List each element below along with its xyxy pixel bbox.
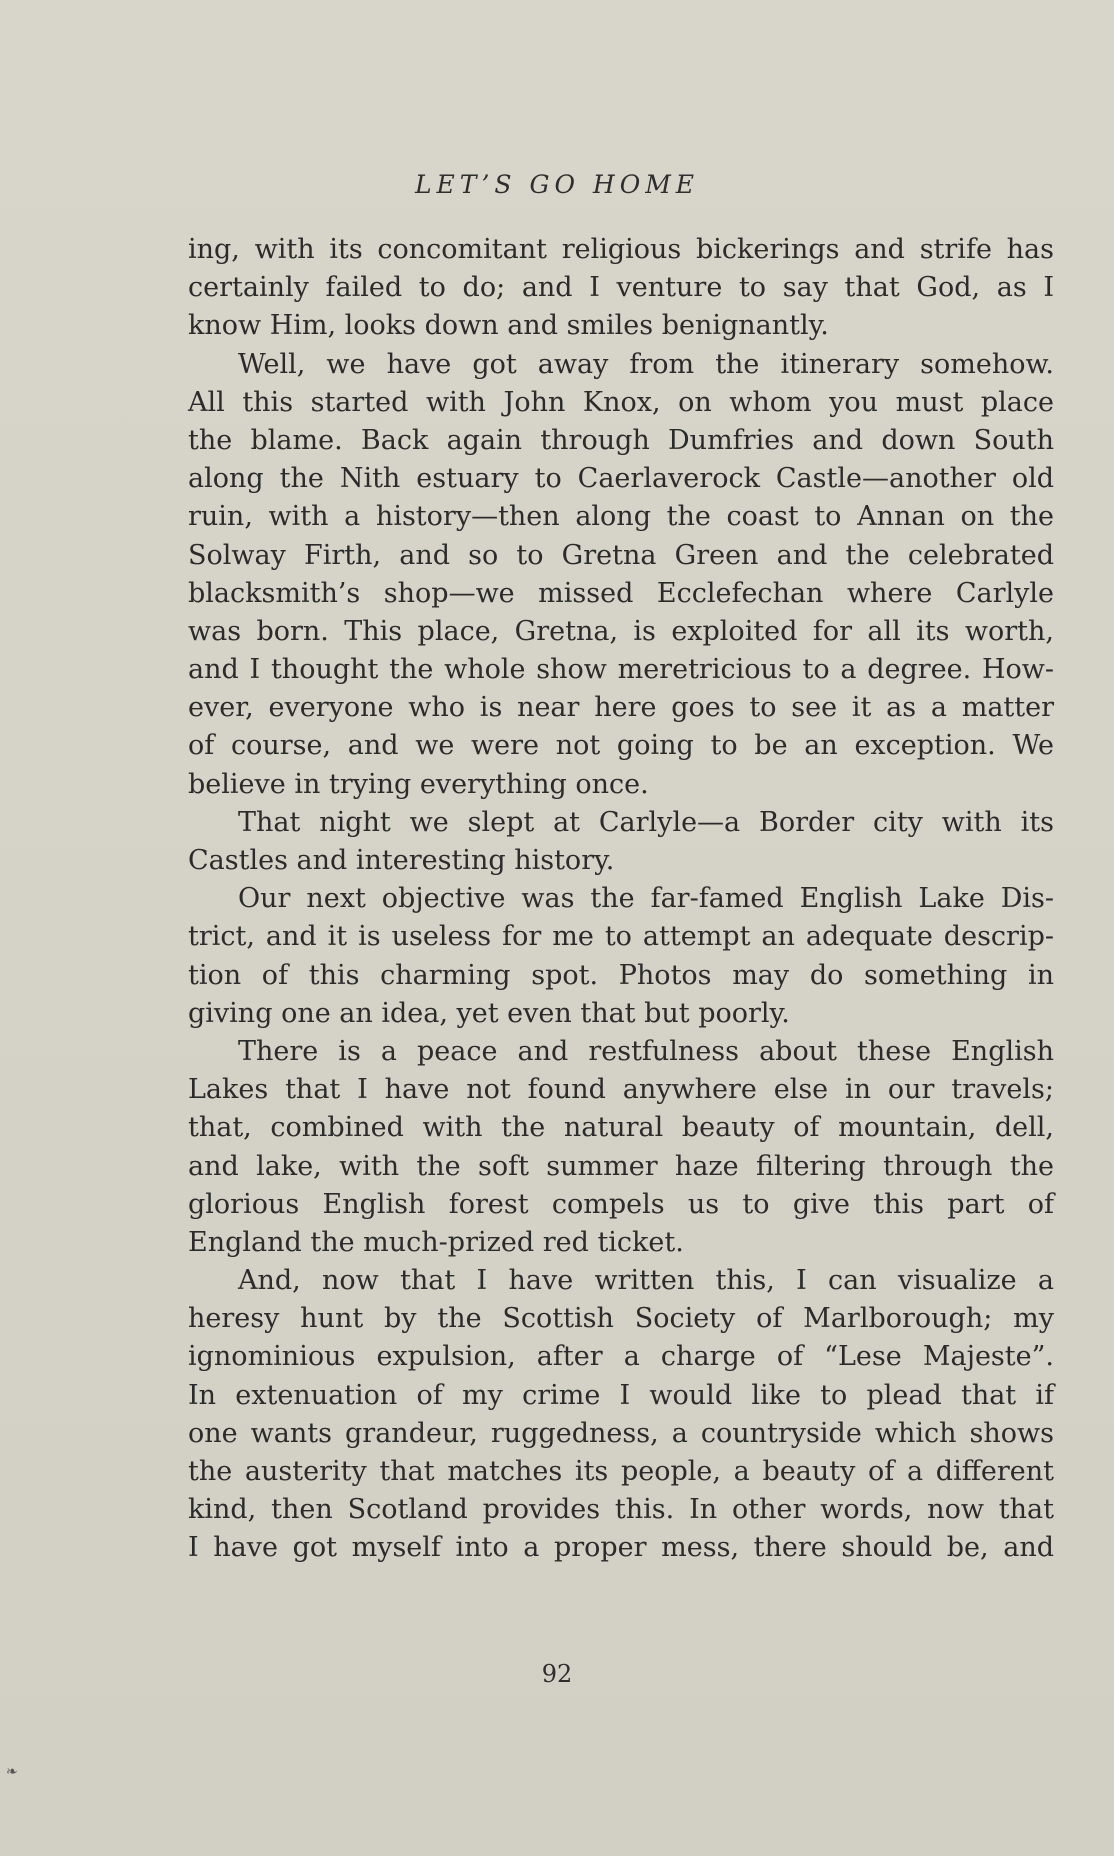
- text-line: the blame. Back again through Dumfries and down South: [188, 424, 1054, 456]
- text-line: heresy hunt by the Scottish Society of Marlborough; my: [188, 1303, 1054, 1335]
- text-line: ing, with its concomitant religious bickerings and strife has: [188, 234, 1054, 265]
- text-line: There is a peace and restfulness about these English: [238, 1035, 1054, 1067]
- text-line: I have got myself into a proper mess, there should be, and: [188, 1532, 1054, 1564]
- text-line: and lake, with the soft summer haze filtering through the: [188, 1150, 1054, 1182]
- text-line: know Him, looks down and smiles benignantly.: [188, 310, 829, 342]
- text-line: ruin, with a history—then along the coast to Annan on the: [188, 501, 1054, 533]
- text-line: Lakes that I have not found anywhere else in our travels;: [188, 1074, 1054, 1106]
- text-line: Well, we have got away from the itinerary somehow.: [238, 348, 1054, 380]
- text-line: ignominious expulsion, after a charge of “Lese Majeste”.: [188, 1341, 1054, 1373]
- text-line: one wants grandeur, ruggedness, a countryside which shows: [188, 1417, 1054, 1449]
- text-line: was born. This place, Gretna, is exploited for all its worth,: [188, 615, 1054, 647]
- text-line: trict, and it is useless for me to attempt an adequate descrip-: [188, 921, 1054, 953]
- text-line: Castles and interesting history.: [188, 845, 615, 876]
- page-number: 92: [541, 1660, 573, 1688]
- text-line: England the much-prized red ticket.: [188, 1226, 684, 1258]
- text-line: ever, everyone who is near here goes to see it as a matter: [188, 692, 1054, 724]
- text-line: of course, and we were not going to be an exception. We: [188, 730, 1054, 762]
- text-line: tion of this charming spot. Photos may do something in: [188, 959, 1054, 991]
- ink-mark: ❧: [6, 1764, 18, 1780]
- text-line: and I thought the whole show meretricious to a degree. How-: [188, 654, 1054, 686]
- text-line: And, now that I have written this, I can visualize a: [238, 1265, 1054, 1297]
- text-line: Solway Firth, and so to Gretna Green and the celebrated: [188, 539, 1054, 571]
- text-line: All this started with John Knox, on whom you must place: [188, 386, 1054, 418]
- text-line: kind, then Scotland provides this. In other words, now that: [188, 1494, 1054, 1526]
- text-line: that, combined with the natural beauty of mountain, dell,: [188, 1112, 1054, 1144]
- running-head: LET’S GO HOME: [414, 170, 700, 199]
- text-line: Our next objective was the far-famed English Lake Dis-: [238, 883, 1054, 915]
- text-line: along the Nith estuary to Caerlaverock Castle—another old: [188, 463, 1054, 495]
- text-line: In extenuation of my crime I would like to plead that if: [188, 1379, 1054, 1411]
- text-line: believe in trying everything once.: [188, 768, 649, 800]
- body-text: [188, 231, 1054, 1568]
- text-line: blacksmith’s shop—we missed Ecclefechan where Carlyle: [188, 577, 1054, 609]
- text-line: glorious English forest compels us to give this part of: [188, 1188, 1054, 1220]
- text-line: That night we slept at Carlyle—a Border city with its: [238, 806, 1054, 838]
- text-line: giving one an idea, yet even that but poorly.: [188, 997, 790, 1029]
- text-line: the austerity that matches its people, a beauty of a different: [188, 1456, 1054, 1487]
- text-line: certainly failed to do; and I venture to say that God, as I: [188, 272, 1054, 304]
